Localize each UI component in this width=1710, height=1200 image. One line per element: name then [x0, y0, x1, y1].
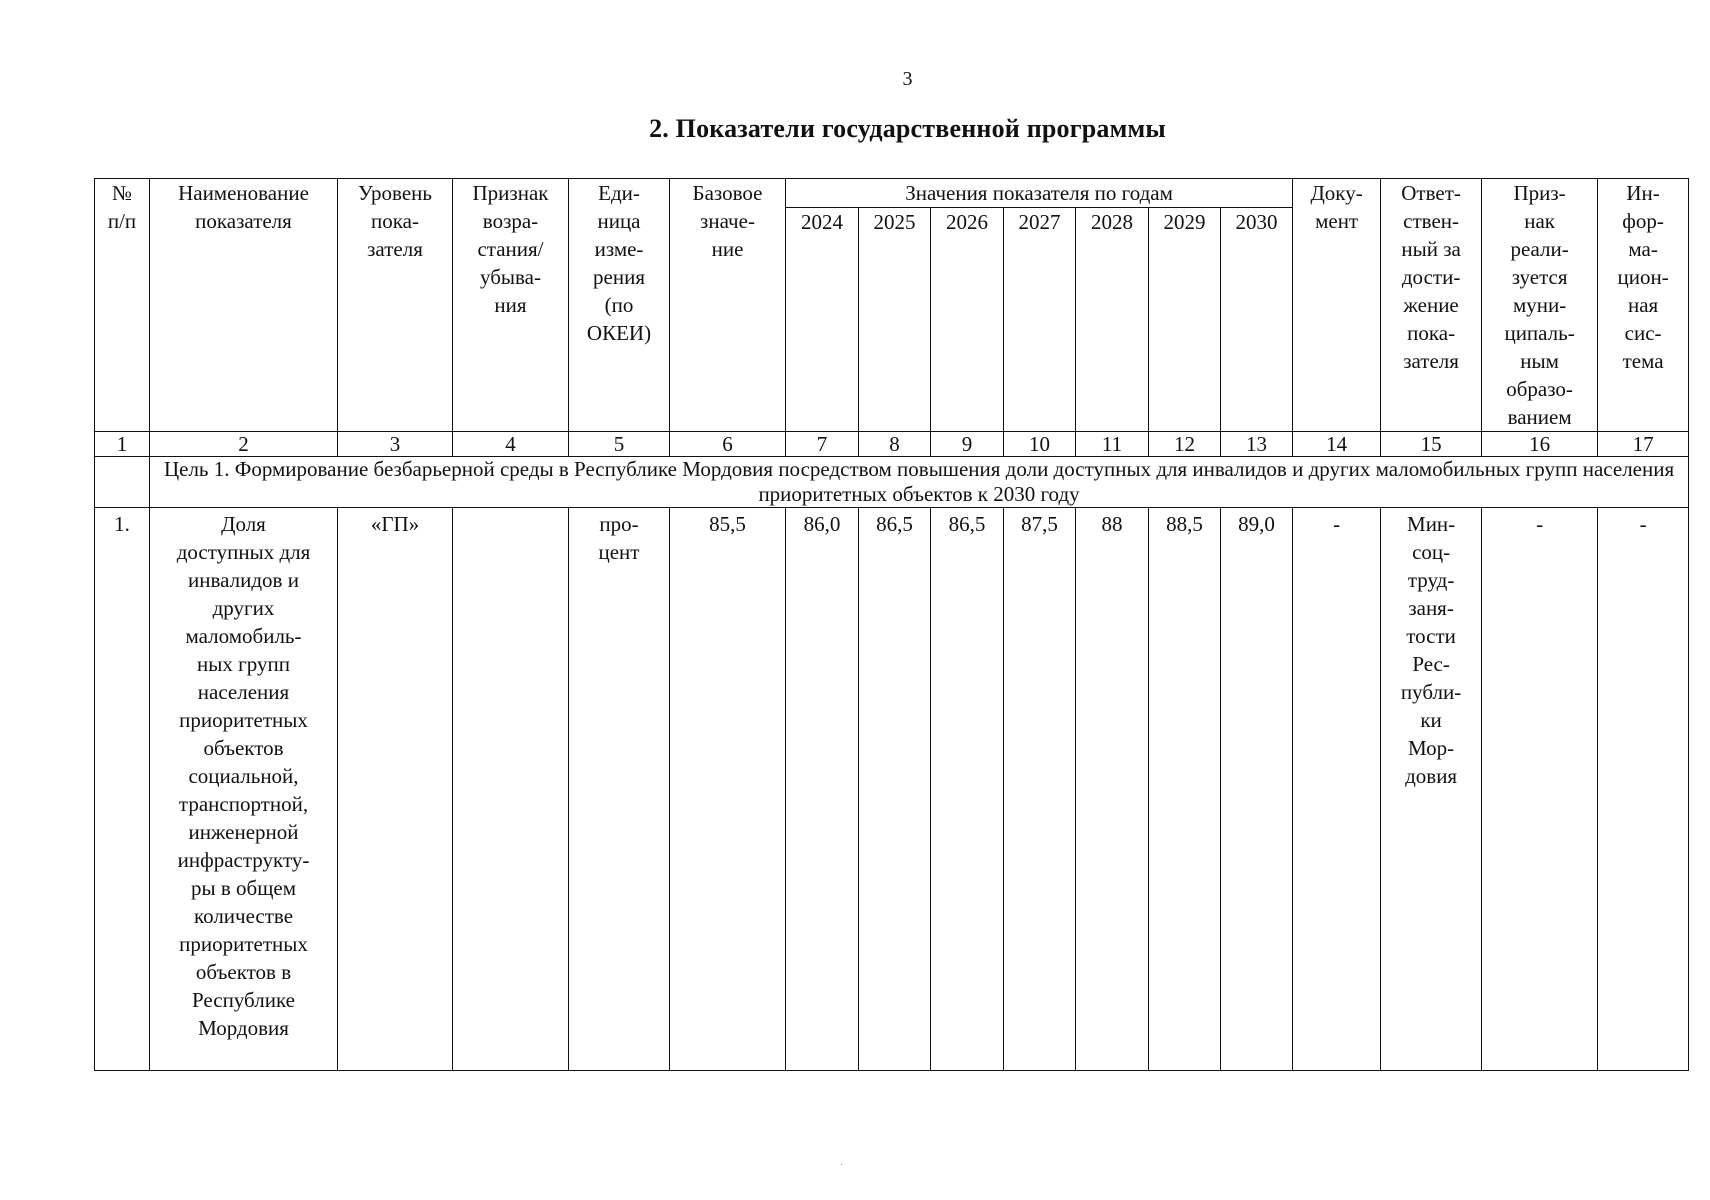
document-title: 2. Показатели государственной программы	[649, 114, 1166, 143]
header-year: 2024	[786, 208, 859, 432]
column-number: 4	[453, 432, 569, 457]
header-year: 2030	[1221, 208, 1293, 432]
column-number: 10	[1004, 432, 1076, 457]
row-value-2029: 88,5	[1149, 508, 1221, 1071]
header-row	[95, 179, 1689, 208]
header-document: Доку- мент	[1293, 179, 1381, 432]
goal-num-cell	[95, 457, 150, 508]
row-value-2024: 86,0	[786, 508, 859, 1071]
scan-dot: ·	[840, 1160, 844, 1171]
row-municipal: -	[1482, 508, 1598, 1071]
column-number: 14	[1293, 432, 1381, 457]
goal-text: Цель 1. Формирование безбарьерной среды в Республике Мордовия посредством повышения доли доступных для инвалидов и других маломобильных групп населения приоритетных объектов к 2030 году	[150, 457, 1689, 508]
header-name: Наименование показателя	[150, 179, 338, 432]
column-number: 17	[1598, 432, 1689, 457]
header-infosystem: Ин- фор- ма- цион- ная сис- тема	[1598, 179, 1689, 432]
header-year: 2028	[1076, 208, 1149, 432]
column-number: 8	[859, 432, 931, 457]
row-value-2026: 86,5	[931, 508, 1004, 1071]
header-num: № п/п	[95, 179, 150, 432]
column-number: 16	[1482, 432, 1598, 457]
header-year: 2029	[1149, 208, 1221, 432]
header-municipal: Приз- нак реали- зуется муни- ципаль- ным образо- ванием	[1482, 179, 1598, 432]
goal-row	[95, 457, 1689, 508]
header-base: Базовое значе- ние	[670, 179, 786, 432]
table-row	[95, 508, 1689, 1071]
column-number-row	[95, 432, 1689, 457]
column-number: 12	[1149, 432, 1221, 457]
header-responsible: Ответ- ствен- ный за дости- жение пока- зателя	[1381, 179, 1482, 432]
row-trend	[453, 508, 569, 1071]
column-number: 7	[786, 432, 859, 457]
column-number: 13	[1221, 432, 1293, 457]
column-number: 1	[95, 432, 150, 457]
header-unit: Еди- ница изме- рения (по ОКЕИ)	[569, 179, 670, 432]
row-level: «ГП»	[338, 508, 453, 1071]
column-number: 9	[931, 432, 1004, 457]
column-number: 6	[670, 432, 786, 457]
header-year: 2027	[1004, 208, 1076, 432]
row-base: 85,5	[670, 508, 786, 1071]
row-unit: про- цент	[569, 508, 670, 1071]
header-level: Уровень пока- зателя	[338, 179, 453, 432]
header-year: 2026	[931, 208, 1004, 432]
page-number: 3	[902, 68, 913, 90]
column-number: 2	[150, 432, 338, 457]
column-number: 3	[338, 432, 453, 457]
header-years-group: Значения показателя по годам	[786, 179, 1293, 208]
column-number: 5	[569, 432, 670, 457]
column-number: 11	[1076, 432, 1149, 457]
row-value-2025: 86,5	[859, 508, 931, 1071]
indicators-table	[94, 178, 1689, 1071]
row-value-2027: 87,5	[1004, 508, 1076, 1071]
row-value-2030: 89,0	[1221, 508, 1293, 1071]
row-name: Доля доступных для инвалидов и других маломобиль- ных групп населения приоритетных объектов социальной, транспортной, инженерной инфраструкту- ры в общем количестве приоритетных объектов в Республике Мордовия	[150, 508, 338, 1071]
header-year: 2025	[859, 208, 931, 432]
row-num: 1.	[95, 508, 150, 1071]
row-responsible: Мин- соц- труд- заня- тости Рес- публи- ки Мор- довия	[1381, 508, 1482, 1071]
header-trend: Признак возра- стания/ убыва- ния	[453, 179, 569, 432]
row-document: -	[1293, 508, 1381, 1071]
row-value-2028: 88	[1076, 508, 1149, 1071]
column-number: 15	[1381, 432, 1482, 457]
row-infosystem: -	[1598, 508, 1689, 1071]
